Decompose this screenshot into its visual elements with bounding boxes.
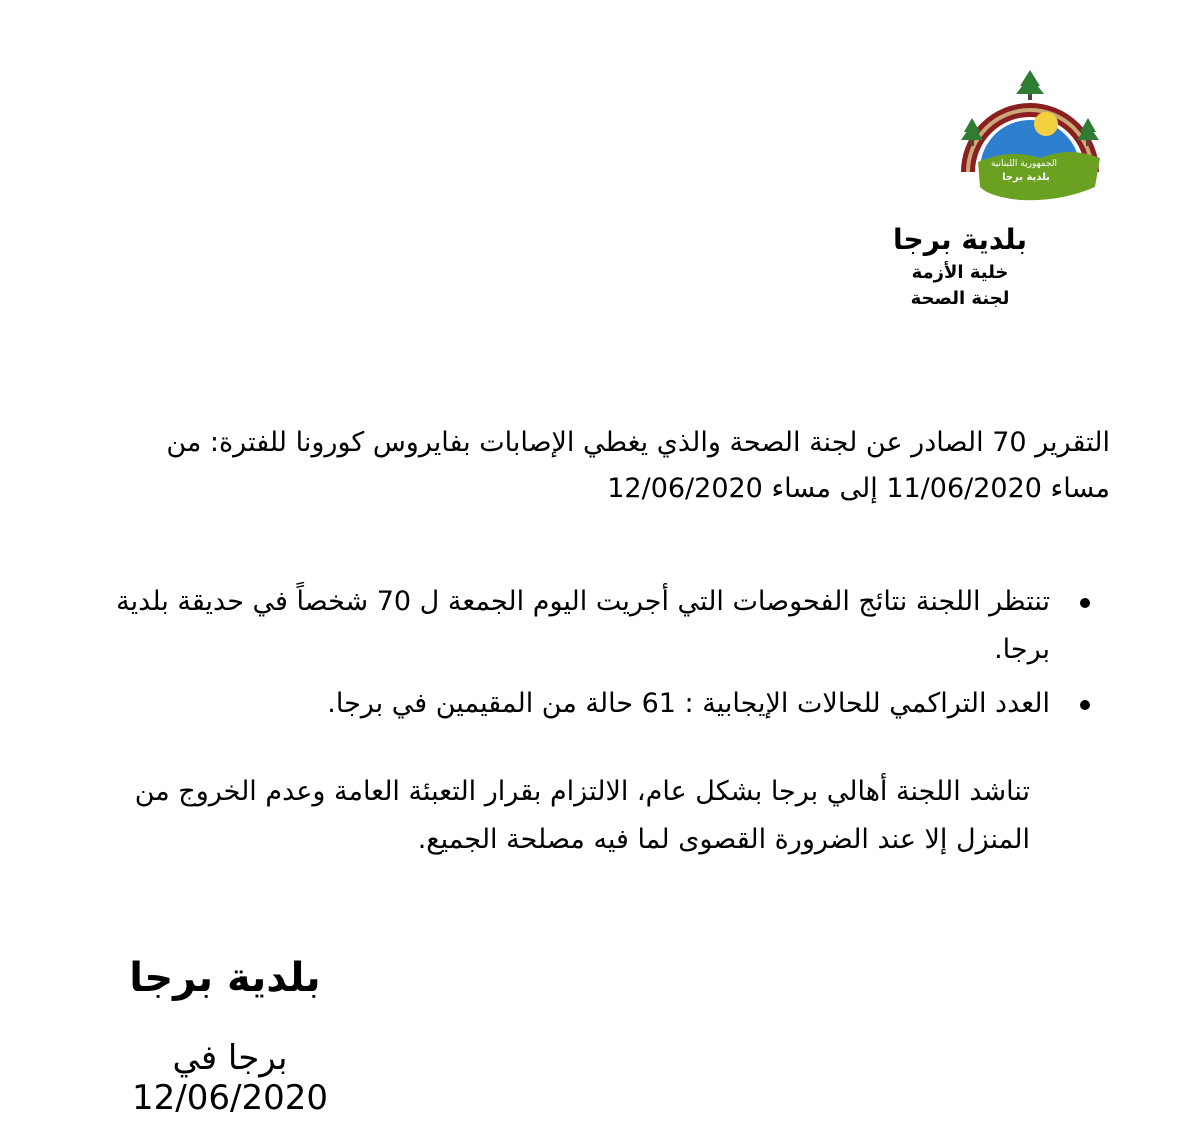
appeal-paragraph: تناشد اللجنة أهالي برجا بشكل عام، الالتزام بقرار التعبئة العامة وعدم الخروج من المنزل إلا عند الضرورة القصوى لما فيه مصلحة الجميع. [134,776,1030,855]
letterhead [830,220,1090,312]
sun-icon [1034,112,1058,136]
report-intro: التقرير 70 الصادر عن لجنة الصحة والذي يغطي الإصابات بفايروس كورونا للفترة: من مساء 11/06/2020 إلى مساء 12/06/2020 [166,427,1110,504]
seal-text-line1: الجمهورية اللبنانية [990,159,1058,169]
signature-date: برجا في 12/06/2020 [132,1038,328,1118]
letterhead-unit: خلية الأزمة [911,262,1009,283]
list-item [90,578,1050,674]
report-bullets [90,578,1050,734]
cedar-tree-icon [1016,70,1044,100]
municipality-seal-icon [950,62,1110,222]
list-item-text: تنتظر اللجنة نتائج الفحوصات التي أجريت اليوم الجمعة ل 70 شخصاً في حديقة بلدية برجا. [116,586,1050,665]
municipality-logo [950,62,1110,222]
seal-text-line2: بلدية برجا [1002,172,1050,183]
bullet-icon [1080,700,1090,710]
list-item-text: العدد التراكمي للحالات الإيجابية : 61 حالة من المقيمين في برجا. [327,688,1050,719]
list-item [90,680,1050,728]
letterhead-title: بلدية برجا [893,223,1027,256]
letterhead-committee: لجنة الصحة [910,288,1010,309]
bullet-icon [1080,598,1090,608]
signature-title: بلدية برجا [129,955,321,1001]
